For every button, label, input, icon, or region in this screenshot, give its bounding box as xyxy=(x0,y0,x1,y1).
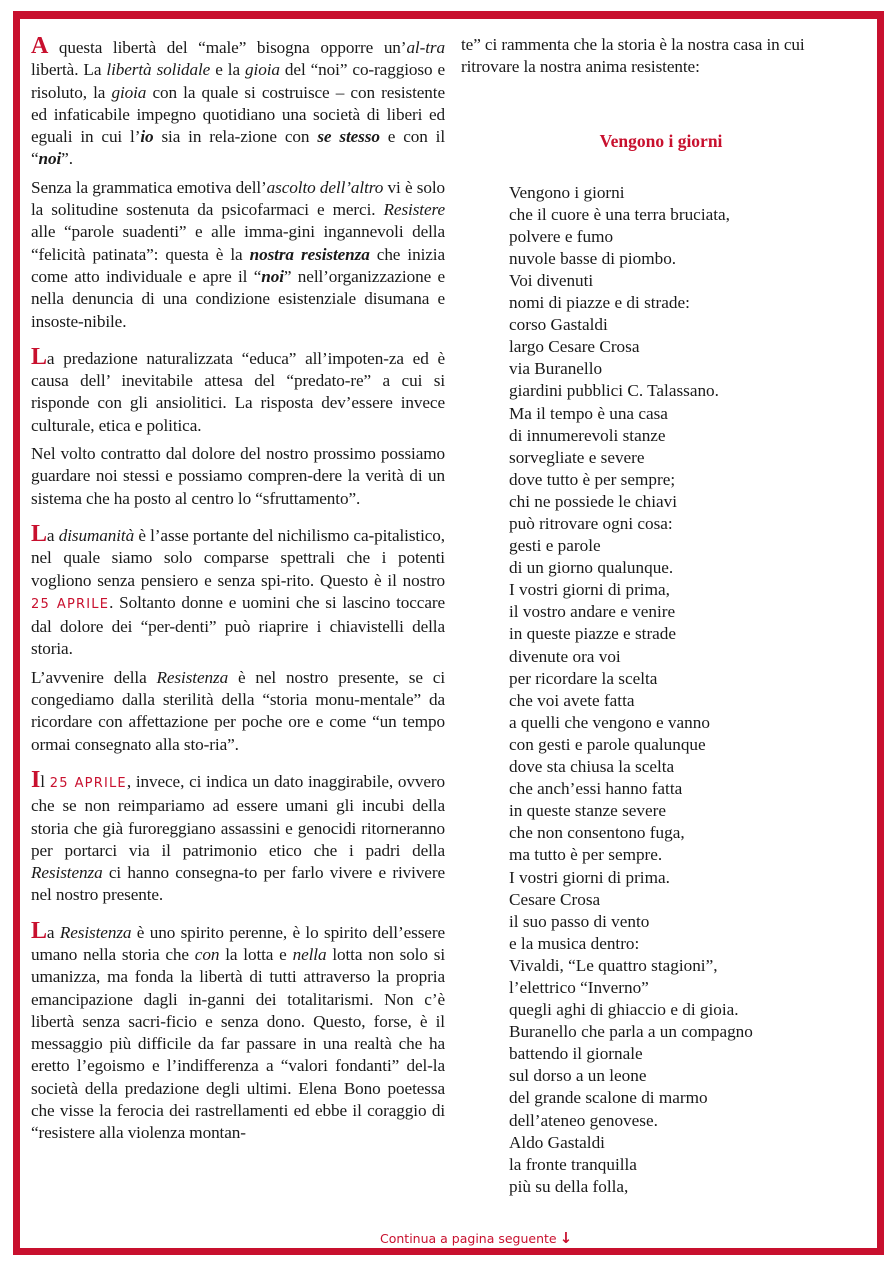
poem-line: corso Gastaldi xyxy=(509,315,608,335)
paragraph-7 xyxy=(31,768,445,907)
italic-run: con xyxy=(194,944,220,964)
text-run: che inizia come atto individuale e apre il “ xyxy=(31,244,445,286)
text-run: ci hanno consegna-to per farlo vivere e rivivere nel nostro presente. xyxy=(31,863,445,905)
italic-run: ascolto dell’altro xyxy=(266,177,384,197)
poem-line: largo Cesare Crosa xyxy=(509,337,640,357)
poem-line: l’elettrico “Inverno” xyxy=(509,977,649,997)
poem-line: Buranello che parla a un compagno xyxy=(509,1022,753,1042)
poem-line: dove sta chiusa la scelta xyxy=(509,757,675,777)
poem-line: via Buranello xyxy=(509,359,603,379)
poem-line: I vostri giorni di prima, xyxy=(509,580,670,600)
paragraph-2 xyxy=(31,177,445,333)
poem-line: più su della folla, xyxy=(509,1176,629,1196)
drop-cap: L xyxy=(31,917,47,944)
poem-line: giardini pubblici C. Talassano. xyxy=(509,381,719,401)
text-run: . Soltanto donne e uomini che si lascino toccare dal dolore dei “per-denti” può riaprire i chiavistelli della storia. xyxy=(31,592,446,659)
italic-run: Resistenza xyxy=(31,863,103,883)
poem-line: Aldo Gastaldi xyxy=(509,1132,605,1152)
text-run: la lotta e xyxy=(219,944,293,964)
text-run: a xyxy=(46,922,60,942)
poem-line: Vengono i giorni xyxy=(509,182,625,202)
poem-line: dell’ateneo genovese. xyxy=(509,1110,658,1130)
text-run: è uno spirito perenne, è lo spirito dell’essere umano nella storia che xyxy=(31,922,445,964)
italic-run: gioia xyxy=(111,82,147,102)
continue-next-page-link[interactable] xyxy=(380,1229,572,1247)
poem-line: per ricordare la scelta xyxy=(509,668,658,688)
paragraph-5 xyxy=(31,522,445,661)
drop-cap: A xyxy=(31,33,49,59)
text-run: Senza la grammatica emotiva dell’ xyxy=(31,177,267,197)
poem-line: nuvole basse di piombo. xyxy=(509,248,677,268)
text-run: e con il “ xyxy=(31,127,445,169)
drop-cap: L xyxy=(31,343,47,370)
poem-line: dove tutto è per sempre; xyxy=(509,469,676,489)
poem-line: che voi avete fatta xyxy=(509,690,635,710)
text-run: sia in rela-zione con xyxy=(153,127,318,147)
bold-italic-run: noi xyxy=(261,266,284,286)
italic-run: gioia xyxy=(245,60,280,80)
bold-italic-run: noi xyxy=(38,149,62,169)
date-highlight: 25 APRILE xyxy=(49,775,127,791)
poem-body xyxy=(509,182,861,1198)
poem-line: sorvegliate e severe xyxy=(509,447,645,467)
text-run: ” nell’organizzazione e nella denuncia di una condizione esistenziale disumana e insoste-nibile. xyxy=(31,266,445,331)
paragraph-6 xyxy=(31,667,445,756)
text-run: , invece, ci indica un dato inaggirabile, ovvero che se non reimpariamo ad essere umani gli incubi della storia che già furoreggiano assassini e genocidi ritorneranno per portarci via il patrimonio etico che i padri della xyxy=(31,771,445,860)
text-run: lotta non solo si umanizza, ma fonda la libertà di tutti attraverso la propria emancipazione dagli in-ganni dei totalitarismi. Non c’è libertà senza sacri-ficio e senza dono. Questo, forse, è il messaggio più difficile da far passare in una realtà che ha eretto l’egoismo e l’indifferenza a “valori fondanti” del-la società della predazione degli ultimi. Elena Bono poetessa che visse la ferocia dei rastrellamenti ed ebbe il coraggio di “resistere alla violenza montan- xyxy=(31,944,445,1143)
bold-italic-run: se stesso xyxy=(317,127,380,147)
poem-line: gesti e parole xyxy=(509,536,601,556)
text-run: è nel nostro presente, se ci congediamo dalla sterilità della “storia monu-mentale” da ricordare con affettazione per poche ore e come “un tempo ormai consegnato alla sto-ria”. xyxy=(31,667,445,754)
italic-run: libertà solidale xyxy=(106,60,211,80)
text-run: e la xyxy=(210,60,246,80)
poem-line: Cesare Crosa xyxy=(509,889,601,909)
text-run: del “noi” co-raggioso e risoluto, la xyxy=(31,60,446,102)
poem-line: di innumerevoli stanze xyxy=(509,425,666,445)
poem-line: e la musica dentro: xyxy=(509,933,640,953)
poem-line: polvere e fumo xyxy=(509,226,614,246)
right-column xyxy=(461,34,861,1198)
poem-line: in queste stanze severe xyxy=(509,801,667,821)
text-run: è l’asse portante del nichilismo ca-pitalistico, nel quale siamo solo comparse spettrali che i potenti vogliono senza pensiero e senza spi-rito. Questo è il nostro xyxy=(31,525,445,590)
poem-line: di un giorno qualunque. xyxy=(509,558,674,578)
poem-line: con gesti e parole qualunque xyxy=(509,734,706,754)
italic-run: disumanità xyxy=(58,525,135,545)
poem-intro: te” ci rammenta che la storia è la nostra casa in cui ritrovare la nostra anima resistente: xyxy=(461,35,805,77)
italic-run: Resistenza xyxy=(156,667,229,687)
poem-line: che anch’essi hanno fatta xyxy=(509,779,683,799)
poem-line: Voi divenuti xyxy=(509,270,594,290)
poem-line: Vivaldi, “Le quattro stagioni”, xyxy=(509,955,718,975)
text-run: L’avvenire della xyxy=(31,667,157,687)
paragraph-1 xyxy=(31,34,445,171)
poem-line: il suo passo di vento xyxy=(509,911,650,931)
poem-line: divenute ora voi xyxy=(509,646,621,666)
poem-line: sul dorso a un leone xyxy=(509,1066,647,1086)
poem-title: Vengono i giorni xyxy=(599,130,723,151)
poem-line: può ritrovare ogni cosa: xyxy=(509,514,673,533)
italic-run: Resistere xyxy=(383,200,445,220)
bold-italic-run: io xyxy=(140,127,154,147)
italic-run: Resistenza xyxy=(59,922,132,942)
poem-line: la fronte tranquilla xyxy=(509,1154,637,1174)
drop-cap: L xyxy=(31,520,47,547)
text-run: con la quale si costruisce – con resistente ed infaticabile impegno quotidiano una società di liberi ed eguali in cui l’ xyxy=(31,82,446,147)
poem-line: del grande scalone di marmo xyxy=(509,1088,708,1108)
poem-line: ma tutto è per sempre. xyxy=(509,845,663,865)
text-run: Nel volto contratto dal dolore del nostro prossimo possiamo guardare noi stessi e possiamo compren-dere la verità di un sistema che ha posto al centro lo “sfruttamento”. xyxy=(31,444,445,508)
paragraph-3 xyxy=(31,345,445,437)
text-run: libertà. La xyxy=(31,60,107,80)
poem-line: in queste piazze e strade xyxy=(509,624,677,644)
text-run: vi è solo la solitudine sostenuta da psicofarmaci e merci. xyxy=(31,177,446,220)
text-run: alle “parole suadenti” e alle imma-gini ingannevoli della “felicità patinata”: questa è la xyxy=(31,222,445,264)
poem-line: che non consentono fuga, xyxy=(509,823,685,843)
poem-line: il vostro andare e venire xyxy=(509,602,676,622)
date-highlight: 25 APRILE xyxy=(31,596,110,612)
poem-line: chi ne possiede le chiavi xyxy=(509,491,677,511)
text-run: l xyxy=(40,771,50,791)
poem-line: a quelli che vengono e vanno xyxy=(509,712,710,732)
paragraph-4 xyxy=(31,443,445,510)
text-run: ”. xyxy=(61,149,73,169)
text-run: questa libertà del “male” bisogna opporre un’ xyxy=(48,38,407,57)
poem-line: che il cuore è una terra bruciata, xyxy=(509,204,730,224)
continue-label: Continua a pagina seguente xyxy=(380,1231,557,1246)
arrow-down-icon: ↓ xyxy=(559,1229,573,1247)
drop-cap: I xyxy=(31,766,41,793)
paragraph-8 xyxy=(31,919,445,1145)
poem-line: quegli aghi di ghiaccio e di gioia. xyxy=(509,1000,739,1020)
left-column xyxy=(31,34,445,1151)
poem-line: nomi di piazze e di strade: xyxy=(509,293,690,313)
poem-line: battendo il giornale xyxy=(509,1044,643,1064)
text-run: a predazione naturalizzata “educa” all’impoten-za ed è causa dell’ inevitabile attesa del “predato-re” a cui si risponde con gli ansiolitici. La risposta dev’essere invece culturale, etica e politica. xyxy=(31,348,445,435)
poem-line: I vostri giorni di prima. xyxy=(509,867,670,887)
bold-italic-run: nostra resistenza xyxy=(249,244,370,264)
italic-run: nella xyxy=(292,944,327,964)
text-run: a xyxy=(46,525,59,545)
poem-line: Ma il tempo è una casa xyxy=(509,403,668,423)
italic-run: al-tra xyxy=(406,38,445,57)
